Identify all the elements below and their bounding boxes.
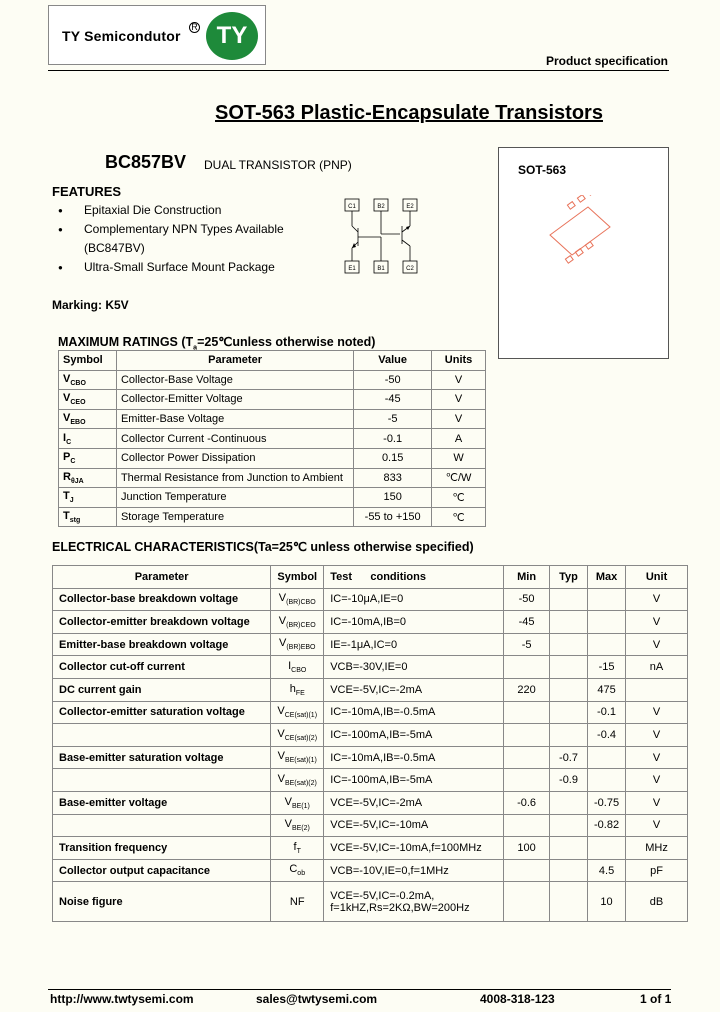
parameter-cell: Noise figure: [53, 882, 271, 922]
conditions-text: IC=-10mA,IB=-0.5mA: [330, 751, 436, 764]
conditions-text: VCE=-5V,IC=-10mA: [330, 819, 429, 832]
typ-cell: [550, 611, 588, 634]
footer-phone: 4008-318-123: [480, 992, 555, 1006]
symbol-subscript: C: [70, 458, 76, 466]
value-cell: -45: [354, 390, 432, 410]
conditions-cell: [324, 837, 504, 860]
conditions-cell: [324, 701, 504, 724]
conditions-text: IC=-100mA,IB=-5mA: [330, 728, 433, 741]
symbol-text: V: [277, 705, 285, 718]
symbol-cell: [271, 678, 324, 701]
column-header: Max: [588, 566, 626, 589]
symbol-subscript: CBO: [291, 667, 307, 675]
feature-item: Complementary NPN Types Available: [84, 222, 284, 236]
symbol-cell: [271, 724, 324, 747]
footer-divider: [48, 989, 671, 990]
parameter-cell: [53, 769, 271, 792]
max-cell: [588, 746, 626, 769]
company-name: TY Semicondutor: [62, 28, 181, 44]
unit-cell: V: [432, 409, 486, 429]
symbol-cell: [59, 390, 117, 410]
symbol-subscript: CE(sat)(1): [284, 712, 318, 720]
symbol-subscript: BE(2): [291, 825, 310, 833]
value-cell: 150: [354, 488, 432, 508]
unit-cell: V: [626, 701, 688, 724]
table-row: [59, 370, 486, 390]
symbol-cell: [59, 468, 117, 488]
marking-code: Marking: K5V: [52, 298, 129, 312]
table-row: [53, 701, 688, 724]
conditions-cell: [324, 814, 504, 837]
max-cell: -0.1: [588, 701, 626, 724]
unit-cell: W: [432, 448, 486, 468]
unit-cell: MHz: [626, 837, 688, 860]
symbol-cell: [271, 769, 324, 792]
product-specification-label: Product specification: [545, 54, 668, 68]
unit-cell: ℃: [432, 488, 486, 508]
table-header-row: [59, 351, 486, 371]
bullet-icon: ●: [58, 263, 63, 272]
symbol-text: V: [284, 795, 292, 808]
footer-email-link[interactable]: sales@twtysemi.com: [256, 992, 378, 1006]
column-header: Typ: [550, 566, 588, 589]
symbol-subscript: (BR)EBO: [286, 644, 316, 652]
symbol-text: V: [284, 818, 292, 831]
pin-label: B1: [377, 266, 385, 272]
table-row: [53, 633, 688, 656]
pin-label: E2: [406, 204, 414, 210]
typ-cell: [550, 814, 588, 837]
typ-cell: -0.7: [550, 746, 588, 769]
unit-cell: A: [432, 429, 486, 449]
column-header: Parameter: [116, 351, 353, 371]
max-cell: -0.75: [588, 791, 626, 814]
symbol-text: NF: [289, 895, 305, 908]
symbol-subscript: FE: [295, 689, 305, 697]
typ-cell: [550, 633, 588, 656]
parameter-cell: [53, 814, 271, 837]
typ-cell: [550, 882, 588, 922]
typ-cell: [550, 724, 588, 747]
parameter-cell: Collector-Emitter Voltage: [116, 390, 353, 410]
package-label: SOT-563: [518, 163, 567, 177]
conditions-text: IE=-1μA,IC=0: [330, 638, 398, 651]
unit-cell: ℃/W: [432, 468, 486, 488]
unit-cell: V: [626, 611, 688, 634]
features-heading: FEATURES: [52, 184, 122, 199]
parameter-cell: DC current gain: [53, 678, 271, 701]
symbol-subscript: C: [66, 438, 72, 446]
unit-cell: V: [432, 390, 486, 410]
min-cell: [504, 882, 550, 922]
max-cell: [588, 837, 626, 860]
parameter-cell: Collector-emitter breakdown voltage: [53, 611, 271, 634]
conditions-cell: [324, 859, 504, 882]
symbol-cell: [59, 488, 117, 508]
bullet-icon: ●: [58, 225, 63, 234]
pinout-diagram: [340, 196, 424, 278]
symbol-text: V: [63, 392, 71, 405]
table-row: [59, 429, 486, 449]
parameter-cell: Junction Temperature: [116, 488, 353, 508]
value-cell: 0.15: [354, 448, 432, 468]
max-cell: [588, 633, 626, 656]
symbol-text: I: [63, 431, 67, 444]
symbol-text: T: [63, 490, 70, 503]
typ-cell: [550, 791, 588, 814]
pin-label: C2: [406, 266, 414, 272]
max-cell: -0.4: [588, 724, 626, 747]
parameter-cell: Collector cut-off current: [53, 656, 271, 679]
symbol-cell: [59, 448, 117, 468]
symbol-cell: [59, 370, 117, 390]
symbol-subscript: ob: [297, 870, 306, 878]
bullet-icon: ●: [58, 206, 63, 215]
min-cell: 100: [504, 837, 550, 860]
table-row: [59, 390, 486, 410]
table-row: [53, 882, 688, 922]
min-cell: [504, 701, 550, 724]
typ-cell: [550, 837, 588, 860]
min-cell: [504, 814, 550, 837]
conditions-text: IC=-10mA,IB=0: [330, 615, 407, 628]
parameter-cell: Emitter-Base Voltage: [116, 409, 353, 429]
symbol-subscript: CE(sat)(2): [284, 735, 318, 743]
max-cell: 4.5: [588, 859, 626, 882]
symbol-text: V: [277, 750, 285, 763]
feature-item: Ultra-Small Surface Mount Package: [84, 260, 275, 274]
column-header: Min: [504, 566, 550, 589]
unit-cell: V: [626, 769, 688, 792]
symbol-subscript: CBO: [70, 379, 86, 387]
unit-cell: [626, 678, 688, 701]
conditions-text: IC=-10μA,IE=0: [330, 593, 404, 606]
unit-cell: V: [432, 370, 486, 390]
pin-label: E1: [348, 266, 356, 272]
symbol-subscript: stg: [69, 517, 81, 525]
conditions-text: VCB=-10V,IE=0,f=1MHz: [330, 864, 449, 877]
symbol-cell: [271, 746, 324, 769]
symbol-text: V: [63, 372, 71, 385]
parameter-cell: Base-emitter saturation voltage: [53, 746, 271, 769]
table-row: [53, 814, 688, 837]
conditions-text: VCE=-5V,IC=-0.2mA,: [330, 889, 435, 902]
conditions-cell: [324, 769, 504, 792]
min-cell: [504, 746, 550, 769]
symbol-text: V: [278, 592, 287, 605]
table-header-row: [53, 566, 688, 589]
symbol-text: V: [277, 727, 285, 740]
parameter-cell: Base-emitter voltage: [53, 791, 271, 814]
conditions-text: f=1kHZ,Rs=2KΩ,BW=200Hz: [330, 901, 470, 914]
max-cell: [588, 611, 626, 634]
typ-cell: [550, 701, 588, 724]
max-ratings-table: [58, 350, 486, 527]
feature-item: Epitaxial Die Construction: [84, 203, 222, 217]
conditions-text: VCE=-5V,IC=-2mA: [330, 796, 423, 809]
symbol-text: P: [63, 451, 71, 464]
typ-cell: [550, 588, 588, 611]
unit-cell: V: [626, 791, 688, 814]
parameter-cell: Collector-Base Voltage: [116, 370, 353, 390]
symbol-text: f: [293, 840, 297, 853]
parameter-cell: Collector Current -Continuous: [116, 429, 353, 449]
symbol-subscript: EBO: [70, 419, 86, 427]
max-cell: -15: [588, 656, 626, 679]
max-cell: -0.82: [588, 814, 626, 837]
min-cell: [504, 769, 550, 792]
symbol-cell: [271, 882, 324, 922]
column-header: Units: [432, 351, 486, 371]
conditions-cell: [324, 746, 504, 769]
symbol-cell: [271, 633, 324, 656]
symbol-text: C: [289, 863, 298, 876]
parameter-cell: [53, 724, 271, 747]
table-row: [53, 791, 688, 814]
pin-label: B2: [377, 204, 385, 210]
ty-logo-badge: TY: [206, 12, 258, 60]
symbol-subscript: BE(1): [291, 802, 310, 810]
conditions-cell: [324, 882, 504, 922]
parameter-cell: Emitter-base breakdown voltage: [53, 633, 271, 656]
table-row: [53, 769, 688, 792]
symbol-text: T: [63, 509, 70, 522]
parameter-cell: Collector-emitter saturation voltage: [53, 701, 271, 724]
unit-cell: dB: [626, 882, 688, 922]
symbol-cell: [59, 507, 117, 527]
unit-cell: ℃: [432, 507, 486, 527]
footer-website-link[interactable]: http://www.twtysemi.com: [50, 992, 194, 1006]
max-cell: [588, 769, 626, 792]
pin-label: C1: [348, 204, 356, 210]
symbol-text: V: [278, 614, 287, 627]
symbol-cell: [59, 409, 117, 429]
column-header: Symbol: [59, 351, 117, 371]
min-cell: -50: [504, 588, 550, 611]
conditions-text: VCE=-5V,IC=-2mA: [330, 683, 423, 696]
sot563-package-drawing: [540, 195, 620, 265]
conditions-cell: [324, 724, 504, 747]
min-cell: [504, 859, 550, 882]
symbol-text: I: [288, 660, 292, 673]
symbol-cell: [271, 837, 324, 860]
unit-cell: V: [626, 724, 688, 747]
parameter-cell: Storage Temperature: [116, 507, 353, 527]
symbol-subscript: T: [296, 848, 301, 856]
conditions-text: IC=-10mA,IB=-0.5mA: [330, 706, 436, 719]
table-row: [59, 488, 486, 508]
column-header: Unit: [626, 566, 688, 589]
max-cell: 10: [588, 882, 626, 922]
max-cell: [588, 588, 626, 611]
typ-cell: [550, 656, 588, 679]
parameter-cell: Collector Power Dissipation: [116, 448, 353, 468]
min-cell: -5: [504, 633, 550, 656]
symbol-subscript: θJA: [70, 477, 84, 485]
conditions-cell: [324, 633, 504, 656]
value-cell: 833: [354, 468, 432, 488]
symbol-subscript: CEO: [70, 399, 86, 407]
conditions-text: IC=-100mA,IB=-5mA: [330, 774, 433, 787]
min-cell: 220: [504, 678, 550, 701]
typ-cell: [550, 859, 588, 882]
conditions-cell: [324, 791, 504, 814]
unit-cell: V: [626, 746, 688, 769]
part-number: BC857BV: [105, 152, 187, 172]
min-cell: -0.6: [504, 791, 550, 814]
unit-cell: pF: [626, 859, 688, 882]
electrical-characteristics-table: [52, 565, 688, 922]
unit-cell: V: [626, 588, 688, 611]
table-row: [53, 724, 688, 747]
symbol-text: V: [278, 637, 287, 650]
table-row: [53, 859, 688, 882]
column-header: Test conditions: [324, 566, 504, 589]
conditions-text: VCB=-30V,IE=0: [330, 661, 408, 674]
table-row: [53, 611, 688, 634]
max-ratings-heading: MAXIMUM RATINGS ($T_a=25℃unless$ otherwise noted): [58, 335, 376, 352]
symbol-cell: [271, 859, 324, 882]
symbol-subscript: (BR)CEO: [286, 622, 316, 630]
max-cell: 475: [588, 678, 626, 701]
registered-mark: R: [189, 22, 200, 33]
electrical-characteristics-heading: ELECTRICAL CHARACTERISTICS(Ta=25℃ unless otherwise specified): [52, 540, 474, 554]
symbol-text: h: [289, 682, 296, 695]
unit-cell: V: [626, 633, 688, 656]
table-row: [53, 678, 688, 701]
parameter-cell: Collector output capacitance: [53, 859, 271, 882]
table-row: [59, 468, 486, 488]
part-description: DUAL TRANSISTOR (PNP): [204, 158, 352, 172]
table-row: [59, 507, 486, 527]
symbol-subscript: (BR)CBO: [286, 599, 316, 607]
unit-cell: V: [626, 814, 688, 837]
page-title: SOT-563 Plastic-Encapsulate Transistors: [215, 102, 603, 124]
table-row: [53, 656, 688, 679]
value-cell: -55 to +150: [354, 507, 432, 527]
table-row: [53, 588, 688, 611]
column-header: Symbol: [271, 566, 324, 589]
conditions-text: VCE=-5V,IC=-10mA,f=100MHz: [330, 841, 482, 854]
symbol-subscript: BE(sat)(1): [284, 757, 317, 765]
table-row: [59, 409, 486, 429]
conditions-cell: [324, 678, 504, 701]
value-cell: -0.1: [354, 429, 432, 449]
column-header: Value: [354, 351, 432, 371]
min-cell: [504, 656, 550, 679]
symbol-text: V: [277, 773, 285, 786]
symbol-cell: [271, 814, 324, 837]
header-divider: [48, 70, 669, 71]
value-cell: -5: [354, 409, 432, 429]
symbol-text: R: [63, 470, 71, 483]
symbol-cell: [271, 656, 324, 679]
symbol-cell: [59, 429, 117, 449]
symbol-cell: [271, 791, 324, 814]
symbol-cell: [271, 588, 324, 611]
conditions-cell: [324, 656, 504, 679]
min-cell: [504, 724, 550, 747]
table-row: [53, 746, 688, 769]
symbol-subscript: BE(sat)(2): [284, 780, 317, 788]
typ-cell: -0.9: [550, 769, 588, 792]
typ-cell: [550, 678, 588, 701]
page-number: 1 of 1: [640, 992, 672, 1006]
conditions-cell: [324, 588, 504, 611]
parameter-cell: Thermal Resistance from Junction to Ambient: [116, 468, 353, 488]
symbol-cell: [271, 701, 324, 724]
symbol-cell: [271, 611, 324, 634]
parameter-cell: Collector-base breakdown voltage: [53, 588, 271, 611]
value-cell: -50: [354, 370, 432, 390]
symbol-text: V: [63, 411, 71, 424]
feature-item: (BC847BV): [84, 241, 145, 255]
conditions-cell: [324, 611, 504, 634]
symbol-subscript: J: [69, 497, 74, 505]
column-header: Parameter: [53, 566, 271, 589]
min-cell: -45: [504, 611, 550, 634]
table-row: [59, 448, 486, 468]
unit-cell: nA: [626, 656, 688, 679]
parameter-cell: Transition frequency: [53, 837, 271, 860]
table-row: [53, 837, 688, 860]
